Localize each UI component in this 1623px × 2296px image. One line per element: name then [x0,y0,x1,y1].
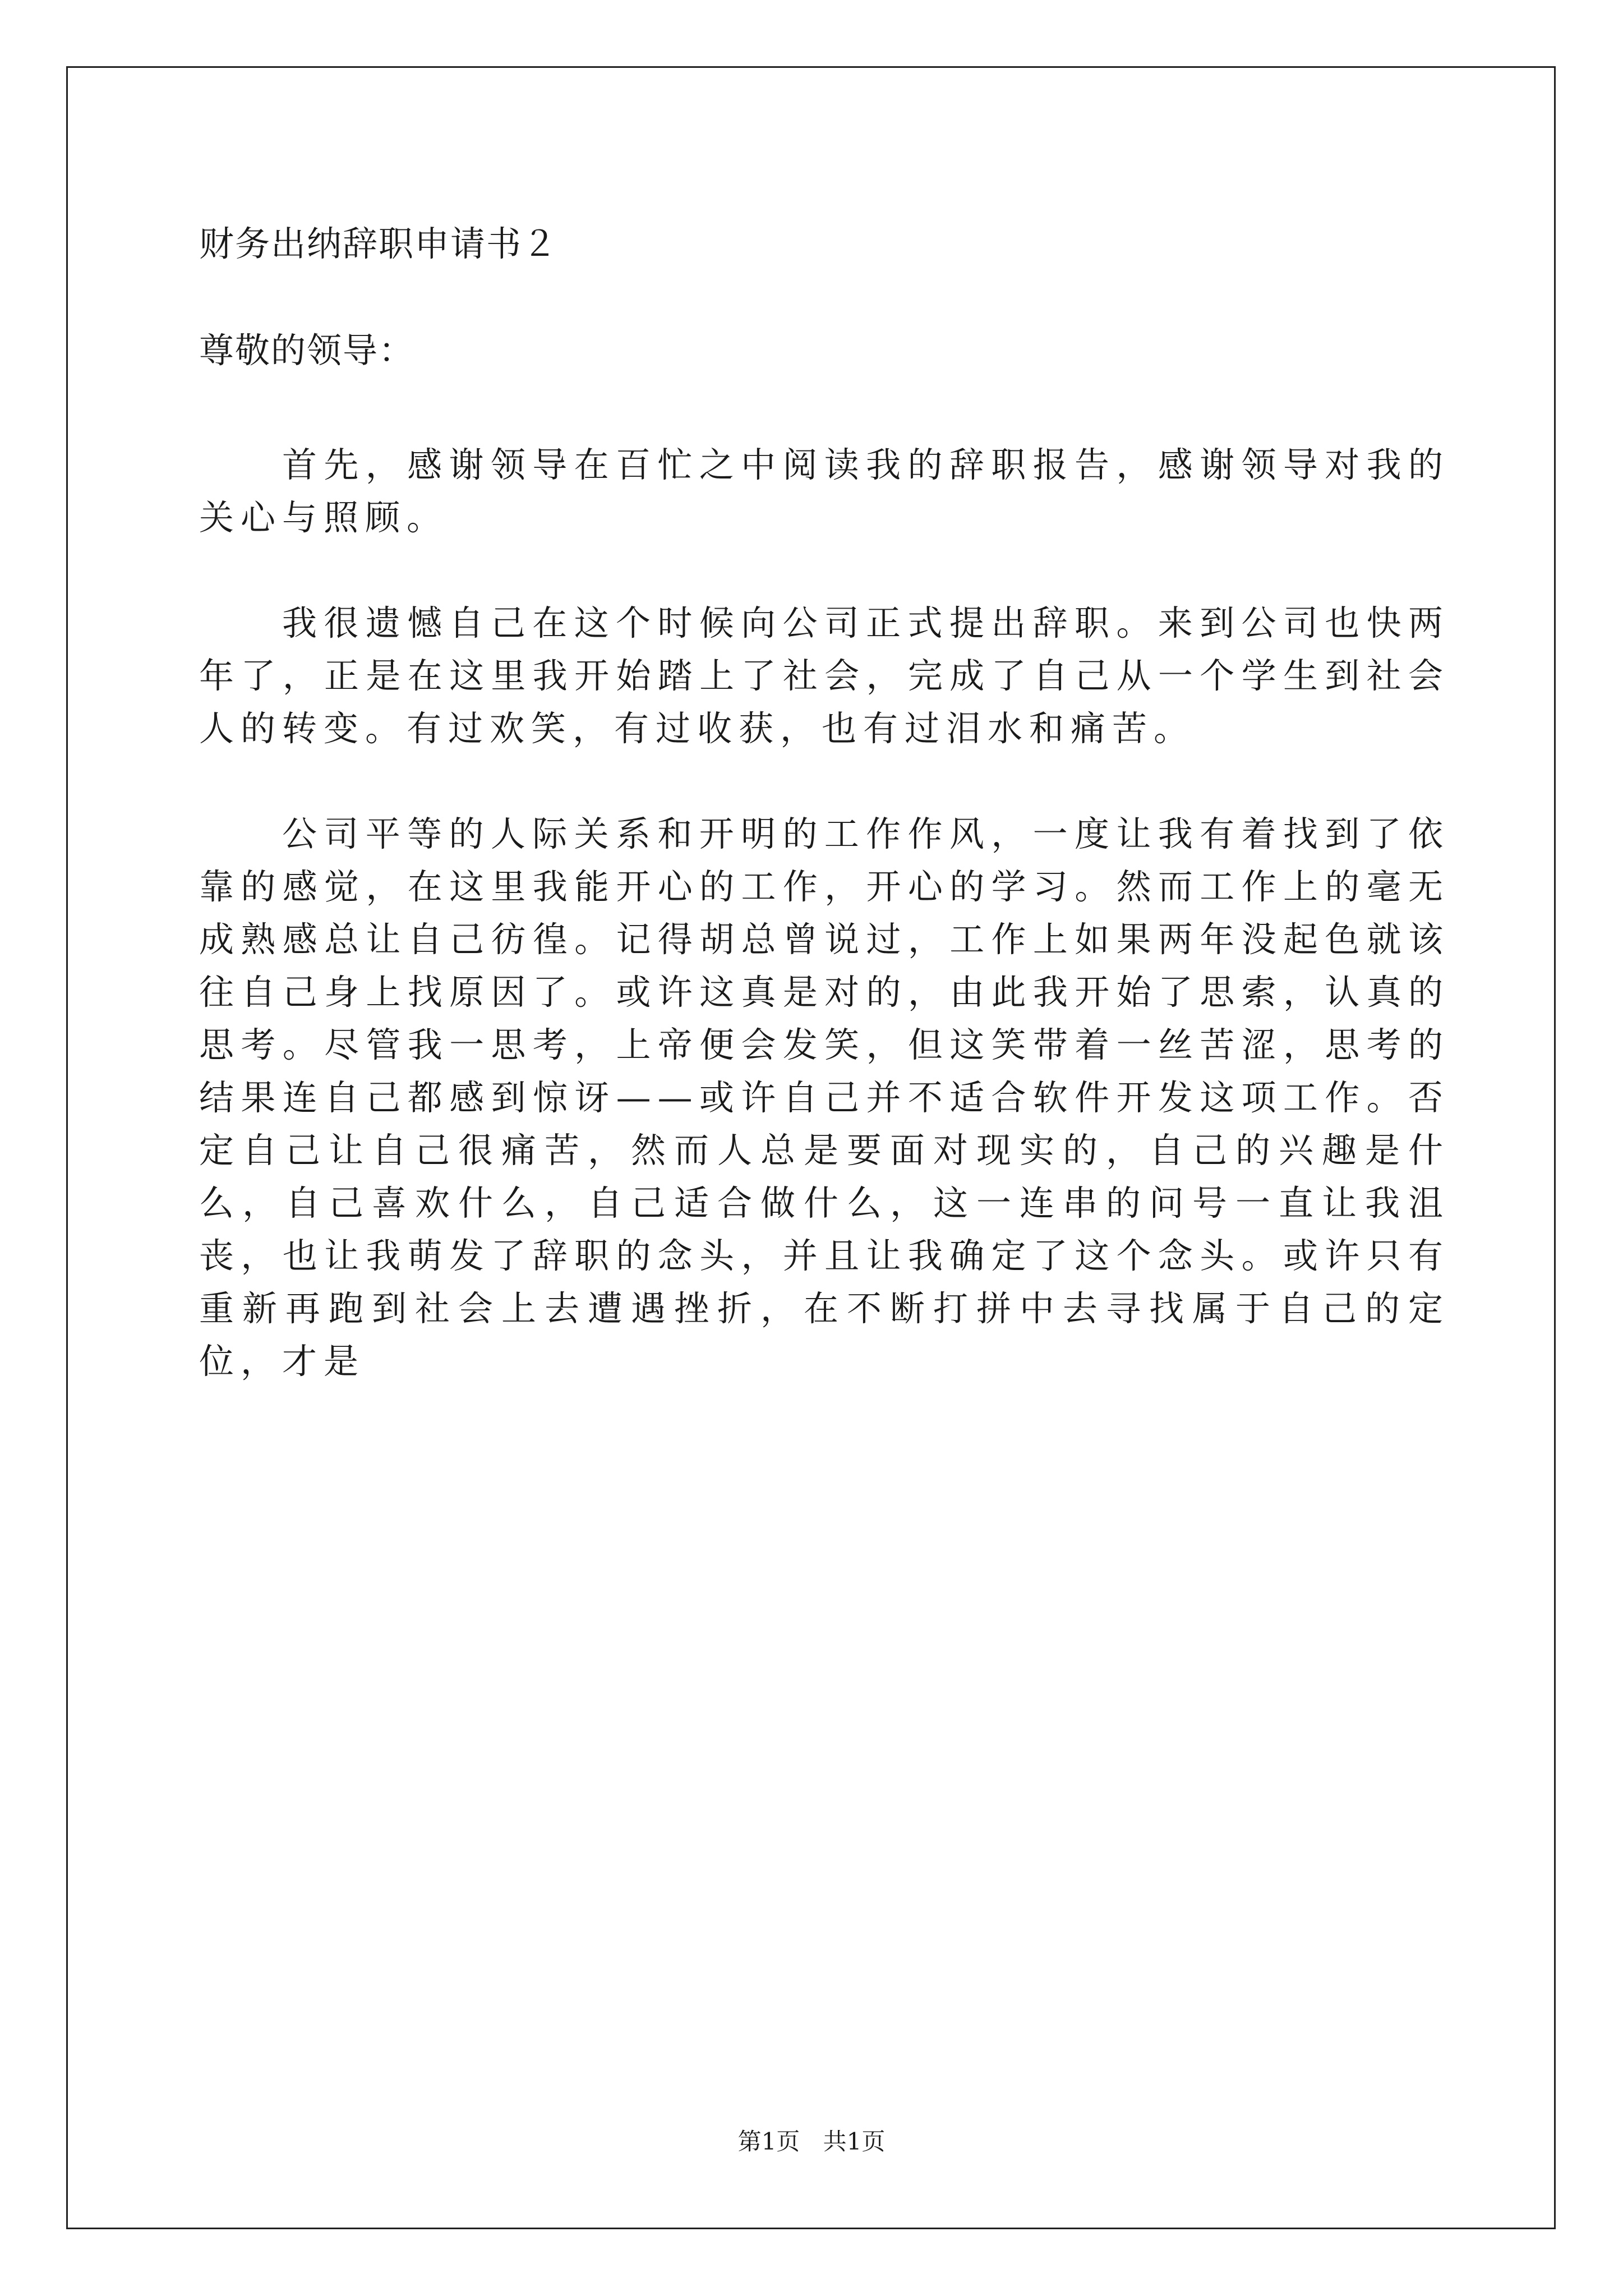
paragraph: 首先，感谢领导在百忙之中阅读我的辞职报告，感谢领导对我的关心与照顾。 [199,444,1450,538]
document-body [199,439,1450,1441]
page-total: 共1页 [823,2128,886,2155]
page-footer [0,2125,1623,2159]
document-title: 财务出纳辞职申请书２ [199,223,559,264]
salutation: 尊敬的领导： [199,330,415,371]
paragraph: 我很遗憾自己在这个时候向公司正式提出辞职。来到公司也快两年了，正是在这里我开始踏上了社会，完成了自己从一个学生到社会人的转变。有过欢笑，有过收获，也有过泪水和痛苦。 [199,602,1450,749]
paragraph: 公司平等的人际关系和开明的工作作风，一度让我有着找到了依靠的感觉，在这里我能开心的工作，开心的学习。然而工作上的毫无成熟感总让自己彷徨。记得胡总曾说过，工作上如果两年没起色就该往自己身上找原因了。或许这真是对的，由此我开始了思索，认真的思考。尽管我一思考，上帝便会发笑，但这笑带着一丝苦涩，思考的结果连自己都感到惊讶——或许自己并不适合软件开发这项工作。否定自己让自己很痛苦，然而人总是要面对现实的，自己的兴趣是什么，自己喜欢什么，自己适合做什么，这一连串的问号一直让我沮丧，也让我萌发了辞职的念头，并且让我确定了这个念头。或许只有重新再跑到社会上去遭遇挫折，在不断打拼中去寻找属于自己的定位，才是 [199,813,1450,1382]
page-number: 第1页 [737,2128,800,2155]
